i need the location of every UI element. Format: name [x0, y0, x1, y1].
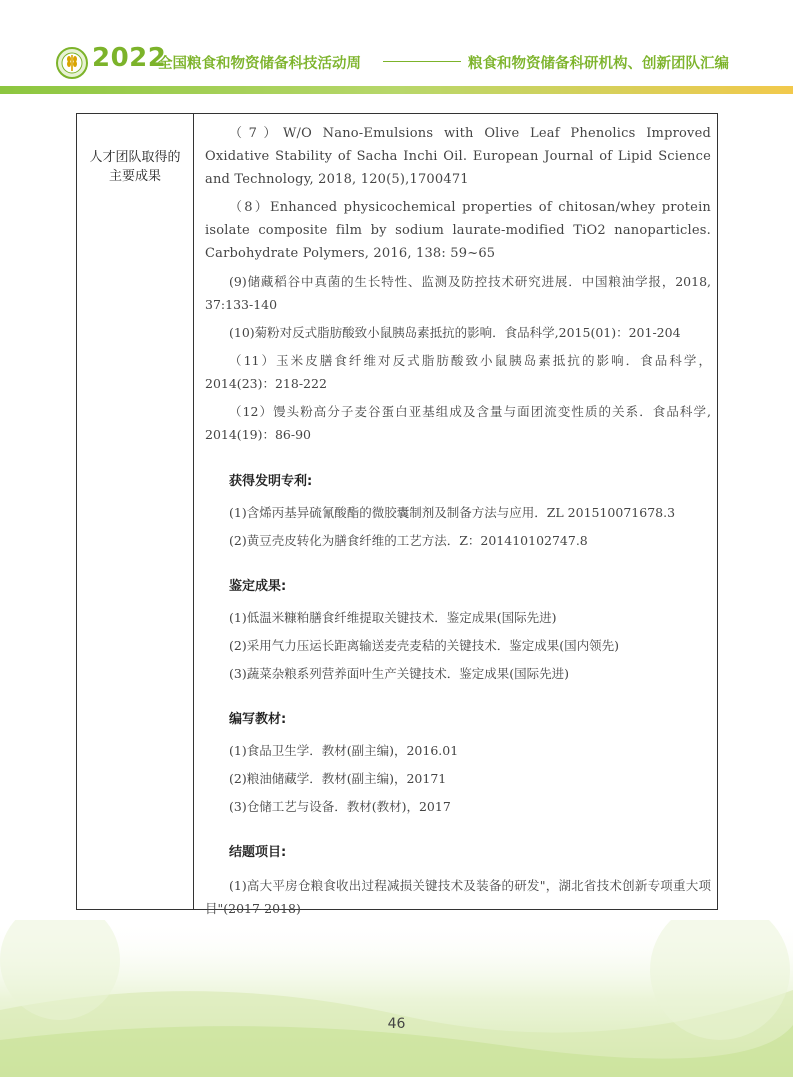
appraisal-item: (3)蔬菜杂粮系列营养面叶生产关键技术．鉴定成果(国际先进)	[229, 666, 569, 681]
textbook-item: (1)食品卫生学．教材(副主编)，2016.01	[229, 743, 459, 758]
textbooks-heading: 编写教材:	[229, 712, 287, 727]
row-label-line2: 主要成果	[108, 169, 161, 184]
paper-item: （8）Enhanced physicochemical properties of chitosan/whey protein isolate composite film by sodium laurate-modified TiO2 nanoparticles. Carbohydrate Polymers, 2016, 138: 59~65	[205, 200, 711, 261]
achievements-content	[205, 122, 711, 925]
project-item: (1)高大平房仓粮食收出过程减损关键技术及装备的研发"，湖北省技术创新专项重大项目"(2017-2018)	[205, 878, 711, 916]
appraisal-item: (2)采用气力压运长距离输送麦壳麦秸的关键技术．鉴定成果(国内领先)	[229, 638, 619, 653]
achievements-table	[76, 113, 718, 916]
patents-heading: 获得发明专利:	[229, 474, 313, 489]
paper-item: （12）馒头粉高分子麦谷蛋白亚基组成及含量与面团流变性质的关系．食品科学, 2014(19)：86-90	[205, 404, 711, 442]
projects-heading: 结题项目:	[229, 845, 287, 860]
header-gradient-bar	[0, 86, 793, 94]
appraisal-heading: 鉴定成果:	[229, 579, 287, 594]
textbook-item: (3)仓储工艺与设备．教材(教材)，2017	[229, 799, 451, 814]
row-label-line1: 人才团队取得的	[89, 150, 181, 165]
row-label	[77, 148, 193, 186]
year-title: 2022	[92, 43, 167, 73]
page-number: 46	[387, 1016, 406, 1032]
column-divider	[193, 114, 194, 909]
paper-item: (9)储藏稻谷中真菌的生长特性、监测及防控技术研究进展．中国粮油学报，2018, 37:133-140	[205, 274, 711, 312]
publication-subtitle: 粮食和物资储备科研机构、创新团队汇编	[468, 56, 729, 72]
page-header	[0, 0, 793, 100]
textbook-item: (2)粮油储藏学．教材(副主编)，20171	[229, 771, 447, 786]
footer-decoration	[0, 920, 793, 1077]
header-rule	[383, 61, 461, 62]
patent-item: (2)黄豆壳皮转化为膳食纤维的工艺方法．Z：201410102747.8	[229, 533, 588, 548]
patent-item: (1)含烯丙基异硫氰酸酯的微胶囊制剂及制备方法与应用．ZL 201510071678.3	[229, 505, 676, 520]
paper-item: （11）玉米皮膳食纤维对反式脂肪酸致小鼠胰岛素抵抗的影响．食品科学，2014(23)：218-222	[205, 353, 711, 391]
event-title: 全国粮食和物资储备科技活动周	[158, 56, 361, 72]
grain-emblem-icon	[56, 47, 88, 79]
paper-item: （7）W/O Nano-Emulsions with Olive Leaf Phenolics Improved Oxidative Stability of Sacha Inchi Oil. European Journal of Lipid Science and Technology, 2018, 120(5),1700471	[205, 126, 711, 187]
paper-item: (10)菊粉对反式脂肪酸致小鼠胰岛素抵抗的影响．食品科学,2015(01)：201-204	[229, 325, 681, 340]
appraisal-item: (1)低温米糠粕膳食纤维提取关键技术．鉴定成果(国际先进)	[229, 610, 557, 625]
